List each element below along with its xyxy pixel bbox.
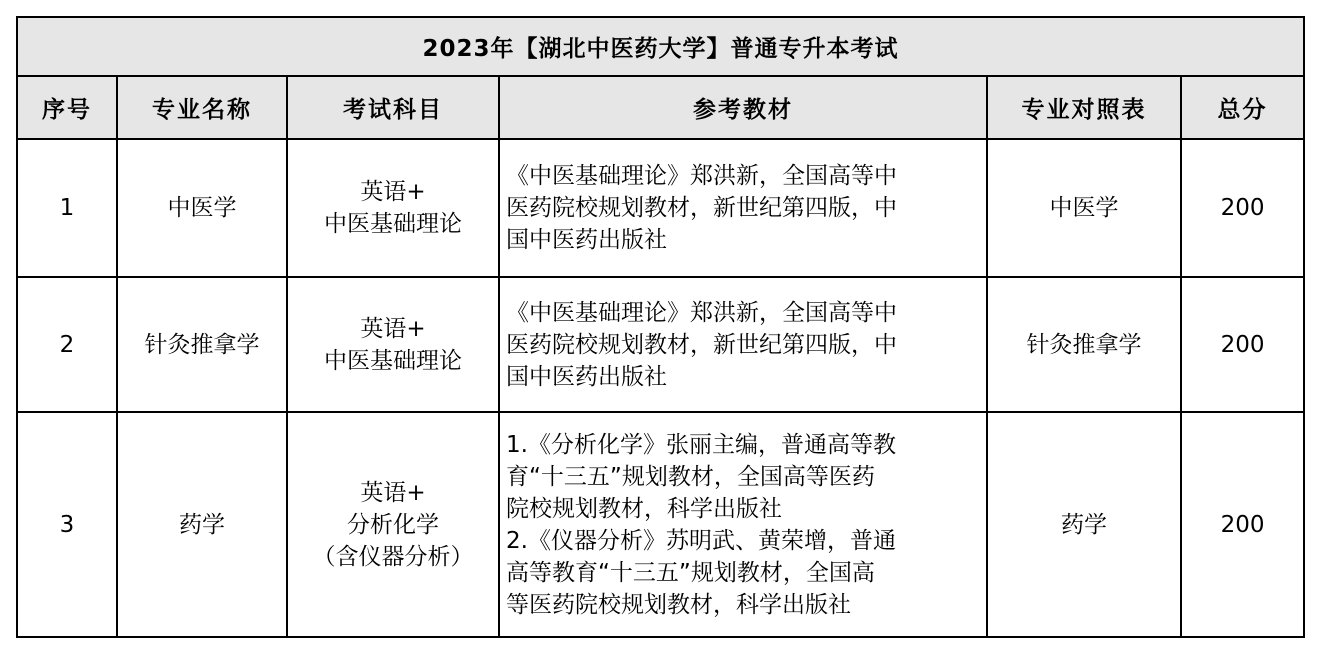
book-line: 院校规划教材，科学出版社 [506,495,782,522]
cell-index: 2 [17,277,117,412]
book-line: 1.《分析化学》张丽主编，普通高等教 [506,431,896,458]
book-line: 高等教育“十三五”规划教材，全国高 [506,559,875,586]
header-total: 总分 [1181,76,1304,139]
cell-total: 200 [1181,139,1304,277]
book-line: 医药院校规划教材，新世纪第四版，中 [506,331,897,358]
cell-subjects [287,277,499,412]
exam-table [16,16,1305,638]
cell-total: 200 [1181,277,1304,412]
book-line: 国中医药出版社 [506,227,667,253]
book-line: 医药院校规划教材，新世纪第四版，中 [506,195,897,221]
book-line: 国中医药出版社 [506,363,667,390]
subject-line: 中医基础理论 [324,211,462,237]
cell-mapping: 药学 [987,412,1181,637]
book-line: 《中医基础理论》郑洪新，全国高等中 [506,299,897,326]
cell-major: 药学 [117,412,287,637]
table-title: 2023年【湖北中医药大学】普通专升本考试 [17,17,1304,76]
subject-line: 英语+ [360,479,426,506]
cell-major: 针灸推拿学 [117,277,287,412]
book-line: 《中医基础理论》郑洪新，全国高等中 [506,163,897,189]
subject-line: 英语+ [360,315,426,342]
cell-mapping: 中医学 [987,139,1181,277]
cell-books [499,412,987,637]
cell-books [499,277,987,412]
subject-line: （含仪器分析） [312,543,474,570]
cell-total: 200 [1181,412,1304,637]
subject-line: 分析化学 [347,511,439,538]
cell-subjects [287,412,499,637]
header-index: 序号 [17,76,117,139]
table-row [17,139,1304,277]
header-subjects: 考试科目 [287,76,499,139]
cell-mapping: 针灸推拿学 [987,277,1181,412]
book-line: 2.《仪器分析》苏明武、黄荣增，普通 [506,527,896,554]
header-row [17,76,1304,139]
cell-major: 中医学 [117,139,287,277]
book-line: 等医药院校规划教材，科学出版社 [506,591,851,618]
subject-line: 英语+ [360,179,426,205]
cell-index: 3 [17,412,117,637]
header-mapping: 专业对照表 [987,76,1181,139]
table-row [17,277,1304,412]
table-row [17,412,1304,637]
book-line: 育“十三五”规划教材，全国高等医药 [506,463,875,490]
cell-books [499,139,987,277]
header-books: 参考教材 [499,76,987,139]
cell-index: 1 [17,139,117,277]
subject-line: 中医基础理论 [324,347,462,374]
header-major: 专业名称 [117,76,287,139]
cell-subjects [287,139,499,277]
